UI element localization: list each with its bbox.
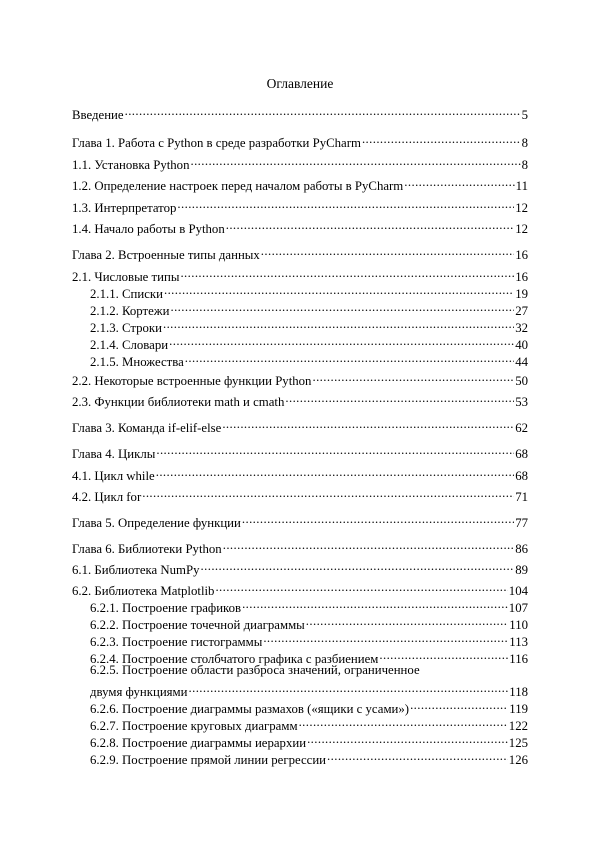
toc-page-number: 107	[508, 601, 528, 615]
toc-label: 6.2.1. Построение графиков	[90, 601, 242, 615]
toc-page-number: 68	[515, 469, 528, 483]
dot-leader	[312, 368, 514, 385]
toc-entry-2-3[interactable]	[72, 389, 528, 409]
dot-leader	[242, 595, 508, 612]
toc-label: Глава 5. Определение функции	[72, 516, 241, 530]
toc-label: Глава 6. Библиотеки Python	[72, 542, 222, 556]
toc-entry-6-1[interactable]	[72, 557, 528, 577]
dot-leader	[169, 332, 514, 349]
toc-label: Глава 2. Встроенные типы данных	[72, 248, 260, 262]
toc-label: Глава 4. Циклы	[72, 447, 156, 461]
toc-label: 1.2. Определение настроек перед началом работы в PyCharm	[72, 179, 404, 193]
dot-leader	[190, 152, 520, 169]
toc-page-number: 19	[515, 287, 528, 301]
dot-leader	[223, 536, 514, 553]
toc-page-number: 40	[515, 338, 528, 352]
toc-page-number: 16	[515, 248, 528, 262]
dot-leader	[222, 415, 514, 432]
toc-page-number: 16	[515, 270, 528, 284]
toc-page-number: 8	[521, 136, 528, 150]
dot-leader	[307, 730, 508, 747]
toc-page-number: 32	[515, 321, 528, 335]
toc-page-number: 11	[515, 179, 528, 193]
toc-label: 2.2. Некоторые встроенные функции Python	[72, 374, 312, 388]
toc-page-number: 12	[515, 201, 528, 215]
toc-entry-6-2-2[interactable]	[90, 612, 528, 632]
toc-label: 4.1. Цикл while	[72, 469, 155, 483]
toc-label: 6.2.6. Построение диаграммы размахов («ящики с усами»)	[90, 702, 410, 716]
toc-entry-6-2-5[interactable]	[90, 679, 528, 699]
toc-label: Глава 1. Работа с Python в среде разработки PyCharm	[72, 136, 361, 150]
toc-entry-6-2-8[interactable]	[90, 730, 528, 750]
toc-entry-6-2-4[interactable]	[90, 646, 528, 666]
toc-label: 2.3. Функции библиотеки math и cmath	[72, 395, 285, 409]
dot-leader	[142, 484, 514, 501]
toc-label: 6.2. Библиотека Matplotlib	[72, 584, 215, 598]
toc-label: 2.1.2. Кортежи	[90, 304, 170, 318]
toc-page-number: 125	[508, 736, 528, 750]
dot-leader	[299, 713, 508, 730]
toc-entry-4-2[interactable]	[72, 484, 528, 504]
toc-label: 1.3. Интерпретатор	[72, 201, 177, 215]
dot-leader	[285, 389, 514, 406]
toc-entry-6-2-3[interactable]	[90, 629, 528, 649]
toc-page-number: 113	[509, 635, 528, 649]
toc-label: 2.1.3. Строки	[90, 321, 162, 335]
toc-label: 2.1. Числовые типы	[72, 270, 180, 284]
toc-label: 2.1.1. Списки	[90, 287, 163, 301]
toc-entry-2-1-2[interactable]	[90, 298, 528, 318]
toc-entry-introduction[interactable]	[72, 102, 528, 122]
toc-entry-2-1-5[interactable]	[90, 349, 528, 369]
toc-page-number: 5	[521, 108, 528, 122]
dot-leader	[170, 298, 514, 315]
toc-label: 1.4. Начало работы в Python	[72, 222, 225, 236]
toc-entry-6-2-5-line-1[interactable]: 6.2.5. Построение области разброса значений, ограниченное	[90, 663, 420, 677]
toc-page-number: 68	[515, 447, 528, 461]
toc-page-number: 53	[515, 395, 528, 409]
toc-label: 1.1. Установка Python	[72, 158, 190, 172]
dot-leader	[327, 747, 508, 764]
dot-leader	[185, 349, 514, 366]
dot-leader	[261, 242, 514, 259]
toc-entry-chapter-4[interactable]	[72, 441, 528, 461]
dot-leader	[215, 578, 507, 595]
toc-entry-6-2-6[interactable]	[90, 696, 528, 716]
toc-entry-2-1-3[interactable]	[90, 315, 528, 335]
toc-entry-1-2[interactable]	[72, 173, 528, 193]
toc-label: 2.1.4. Словари	[90, 338, 169, 352]
dot-leader	[404, 173, 514, 190]
toc-entry-1-1[interactable]	[72, 152, 528, 172]
dot-leader	[156, 441, 514, 458]
toc-label: 4.2. Цикл for	[72, 490, 142, 504]
toc-label: 2.1.5. Множества	[90, 355, 184, 369]
dot-leader	[410, 696, 508, 713]
toc-page-number: 118	[509, 685, 528, 699]
toc-entry-6-2-9[interactable]	[90, 747, 528, 767]
toc-label: 6.2.4. Построение столбчатого графика с разбиением	[90, 652, 379, 666]
toc-page-number: 89	[515, 563, 528, 577]
toc-page-number: 44	[515, 355, 528, 369]
toc-label: 6.1. Библиотека NumPy	[72, 563, 200, 577]
dot-leader	[164, 281, 514, 298]
toc-page-number: 119	[509, 702, 528, 716]
toc-entry-4-1[interactable]	[72, 463, 528, 483]
toc-label: 6.2.9. Построение прямой линии регрессии	[90, 753, 327, 767]
toc-entry-chapter-5[interactable]	[72, 510, 528, 530]
dot-leader	[163, 315, 514, 332]
toc-entry-6-2-7[interactable]	[90, 713, 528, 733]
dot-leader	[125, 102, 521, 119]
toc-entry-chapter-3[interactable]	[72, 415, 528, 435]
dot-leader	[177, 195, 514, 212]
toc-page-number: 71	[515, 490, 528, 504]
toc-page-number: 86	[515, 542, 528, 556]
dot-leader	[156, 463, 514, 480]
toc-entry-2-2[interactable]	[72, 368, 528, 388]
toc-page-number: 62	[515, 421, 528, 435]
toc-label: 6.2.2. Построение точечной диаграммы	[90, 618, 305, 632]
toc-label: Глава 3. Команда if-elif-else	[72, 421, 222, 435]
dot-leader	[226, 216, 514, 233]
toc-page-number: 122	[508, 719, 528, 733]
toc-label: 6.2.7. Построение круговых диаграмм	[90, 719, 298, 733]
dot-leader	[189, 679, 509, 696]
toc-page-number: 126	[508, 753, 528, 767]
toc-page-number: 104	[508, 584, 528, 598]
toc-entry-1-4[interactable]	[72, 216, 528, 236]
dot-leader	[306, 612, 508, 629]
toc-entry-chapter-2[interactable]	[72, 242, 528, 262]
toc-label: 6.2.3. Построение гистограммы	[90, 635, 263, 649]
toc-page-number: 8	[521, 158, 528, 172]
toc-page-number: 50	[515, 374, 528, 388]
dot-leader	[362, 130, 521, 147]
toc-page-number: 116	[509, 652, 528, 666]
toc-label: Введение	[72, 108, 124, 122]
toc-page-number: 77	[515, 516, 528, 530]
toc-entry-6-2[interactable]	[72, 578, 528, 598]
toc-entry-1-3[interactable]	[72, 195, 528, 215]
dot-leader	[263, 629, 508, 646]
toc-entry-2-1[interactable]	[72, 264, 528, 284]
toc-entry-2-1-4[interactable]	[90, 332, 528, 352]
page-title: Оглавление	[266, 76, 334, 91]
dot-leader	[180, 264, 514, 281]
toc-page-number: 12	[515, 222, 528, 236]
dot-leader	[379, 646, 508, 663]
dot-leader	[242, 510, 514, 527]
toc-entry-6-2-1[interactable]	[90, 595, 528, 615]
toc-label: 6.2.8. Построение диаграммы иерархии	[90, 736, 307, 750]
toc-entry-2-1-1[interactable]	[90, 281, 528, 301]
toc-entry-chapter-6[interactable]	[72, 536, 528, 556]
toc-label: двумя функциями	[90, 685, 188, 699]
toc-page-number: 110	[509, 618, 528, 632]
dot-leader	[201, 557, 515, 574]
toc-entry-chapter-1[interactable]	[72, 130, 528, 150]
toc-page-number: 27	[515, 304, 528, 318]
